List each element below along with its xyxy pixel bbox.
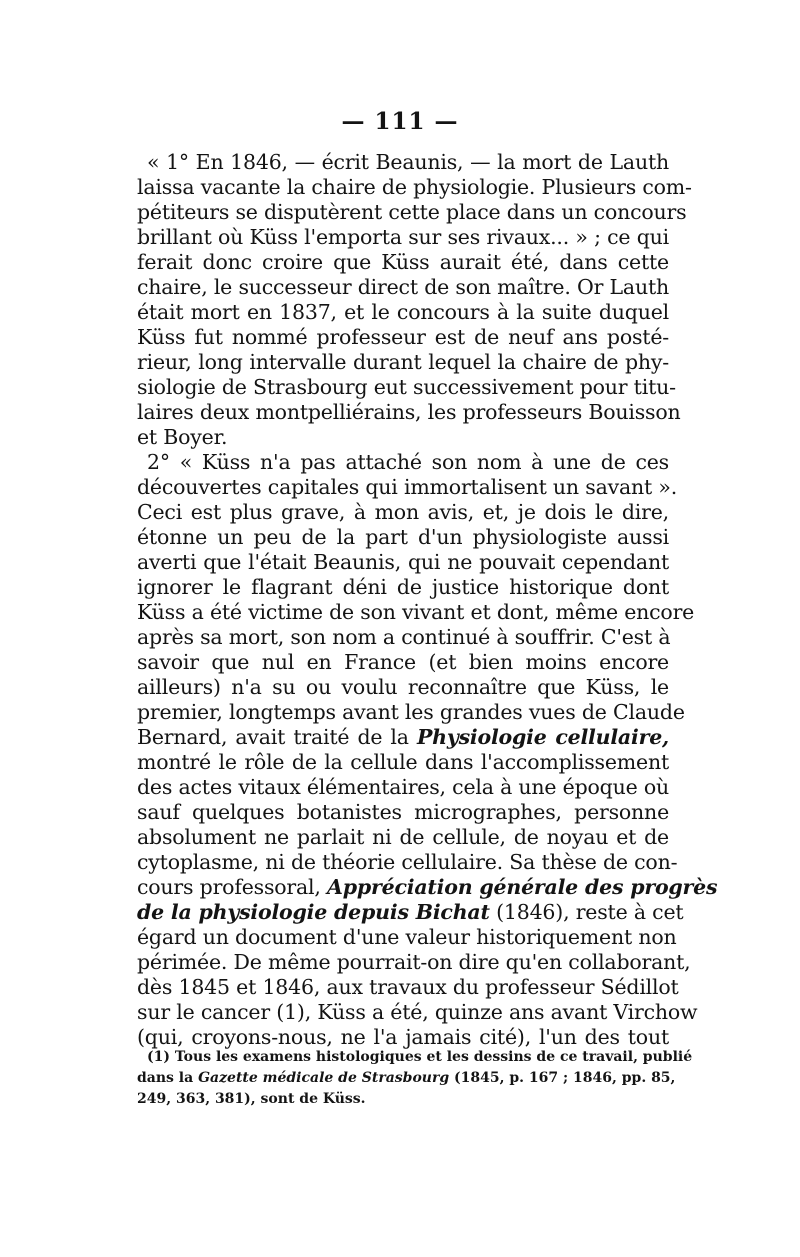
text-line: laires deux montpelliérains, les professeurs Bouisson (137, 400, 681, 424)
text-line: égard un document d'une valeur historiquement non (137, 925, 677, 949)
journal-title: Gazette médicale de Strasbourg (198, 1070, 450, 1086)
text-line: brillant où Küss l'emporta sur ses rivaux... » ; ce qui (137, 225, 669, 249)
text-line: sauf quelques botanistes micrographes, personne (137, 800, 669, 824)
text-line: était mort en 1837, et le concours à la suite duquel (137, 300, 669, 324)
text-line: montré le rôle de la cellule dans l'accomplissement (137, 750, 669, 774)
text-segment: Bernard, avait traité de la (137, 725, 417, 749)
text-line: sur le cancer (1), Küss a été, quinze ans avant Virchow (137, 1000, 698, 1024)
footnote (137, 1047, 693, 1110)
text-segment: cours professoral, (137, 875, 328, 899)
text-line (137, 725, 669, 750)
text-line: savoir que nul en France (et bien moins encore (137, 650, 669, 674)
text-line: dès 1845 et 1846, aux travaux du professeur Sédillot (137, 975, 679, 999)
text-line: après sa mort, son nom a continué à souffrir. C'est à (137, 625, 671, 649)
text-segment: (1845, p. 167 ; 1846, pp. 85, (449, 1070, 676, 1086)
text-line: cytoplasme, ni de théorie cellulaire. Sa thèse de con- (137, 850, 678, 874)
text-line: premier, longtemps avant les grandes vues de Claude (137, 700, 685, 724)
footnote-line (137, 1068, 676, 1089)
title-physiologie-cellulaire: Physiologie cellulaire, (416, 725, 669, 749)
text-line: découvertes capitales qui immortalisent un savant ». (137, 475, 678, 499)
text-line: et Boyer. (137, 425, 228, 449)
text-line: (qui, croyons-nous, ne l'a jamais cité), l'un des tout (137, 1025, 669, 1049)
text-line: des actes vitaux élémentaires, cela à une époque où (137, 775, 669, 799)
text-line: ailleurs) n'a su ou voulu reconnaître que Küss, le (137, 675, 669, 699)
text-segment: (1846), reste à cet (489, 900, 684, 924)
thesis-title-continued: de la physiologie depuis Bichat (137, 900, 490, 924)
text-line: chaire, le successeur direct de son maître. Or Lauth (137, 275, 669, 299)
text-line: Ceci est plus grave, à mon avis, et, je dois le dire, (137, 500, 669, 524)
text-line: périmée. De même pourrait-on dire qu'en collaborant, (137, 950, 691, 974)
text-line: siologie de Strasbourg eut successivement pour titu- (137, 375, 676, 399)
text-line: Küss a été victime de son vivant et dont, même encore (137, 600, 695, 624)
text-line: « 1° En 1846, — écrit Beaunis, — la mort de Lauth (147, 150, 669, 174)
footnote-line: (1) Tous les examens histologiques et les dessins de ce travail, publié (147, 1049, 693, 1065)
text-segment: dans la (137, 1070, 199, 1086)
text-line: étonne un peu de la part d'un physiologiste aussi (137, 525, 669, 549)
text-line (137, 875, 718, 900)
text-line: 2° « Küss n'a pas attaché son nom à une de ces (147, 450, 669, 474)
text-line: ignorer le flagrant déni de justice historique dont (137, 575, 669, 599)
text-line: absolument ne parlait ni de cellule, de noyau et de (137, 825, 669, 849)
thesis-title: Appréciation générale des progrès (327, 875, 718, 899)
text-line: Küss fut nommé professeur est de neuf ans posté- (137, 325, 669, 349)
text-line: laissa vacante la chaire de physiologie. Plusieurs com- (137, 175, 692, 199)
text-line: averti que l'était Beaunis, qui ne pouvait cependant (137, 550, 669, 574)
main-text (137, 150, 718, 1050)
text-line (137, 900, 684, 925)
page-number: — 111 — (341, 108, 459, 135)
footnote-line: 249, 363, 381), sont de Küss. (137, 1091, 366, 1107)
text-line: pétiteurs se disputèrent cette place dans un concours (137, 200, 687, 224)
text-line: ferait donc croire que Küss aurait été, dans cette (137, 250, 669, 274)
text-line: rieur, long intervalle durant lequel la chaire de phy- (137, 350, 669, 374)
